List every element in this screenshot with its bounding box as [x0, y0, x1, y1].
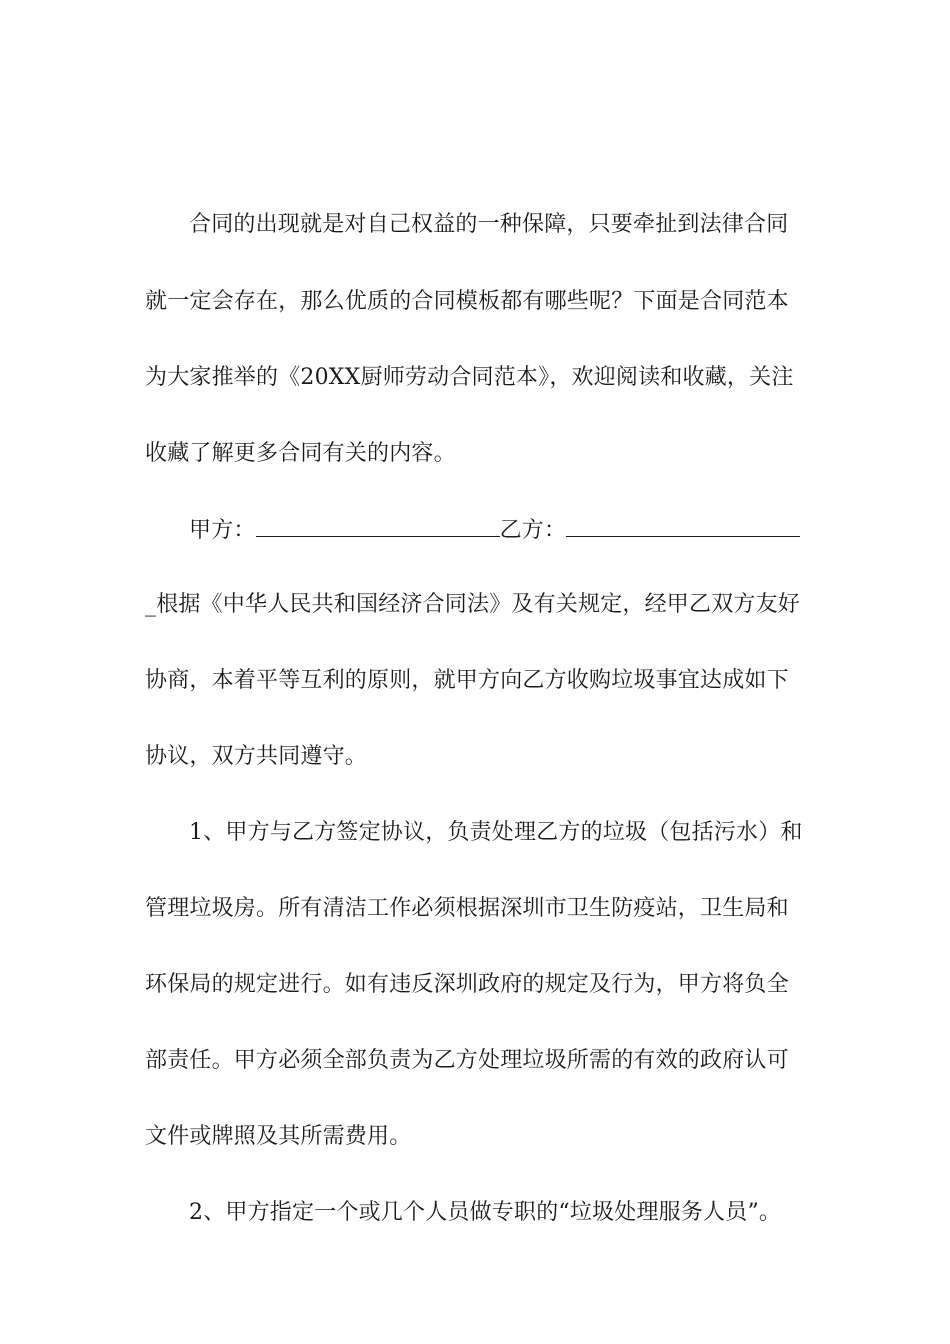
intro-line-3: 为大家推举的《20XX厨师劳动合同范本》，欢迎阅读和收藏，关注	[145, 365, 794, 390]
intro-line-1: 合同的出现就是对自己权益的一种保障，只要牵扯到法律合同	[189, 212, 789, 237]
preamble-line-1: _根据《中华人民共和国经济合同法》及有关规定，经甲乙双方友好	[145, 592, 801, 617]
intro-line-2: 就一定会存在，那么优质的合同模板都有哪些呢？下面是合同范本	[145, 289, 789, 314]
clause1-line-2: 管理垃圾房。所有清洁工作必须根据深圳市卫生防疫站，卫生局和	[145, 896, 789, 921]
clause1-line-5: 文件或牌照及其所需费用。	[145, 1124, 412, 1149]
intro-line-4: 收藏了解更多合同有关的内容。	[145, 441, 456, 466]
clause1-line-4: 部责任。甲方必须全部负责为乙方处理垃圾所需的有效的政府认可	[145, 1048, 789, 1073]
clause1-line-3: 环保局的规定进行。如有违反深圳政府的规定及行为，甲方将负全	[145, 972, 789, 997]
clause2-line-1: 2、甲方指定一个或几个人员做专职的“垃圾处理服务人员”。	[189, 1200, 782, 1225]
party-b-label: 乙方：	[499, 518, 567, 543]
parties-line	[189, 514, 800, 546]
preamble-line-3: 协议，双方共同遵守。	[145, 744, 368, 769]
party-a-label: 甲方：	[189, 518, 256, 543]
party-a-blank	[256, 514, 500, 537]
party-b-blank	[566, 514, 800, 537]
preamble-line-2: 协商，本着平等互利的原则，就甲方向乙方收购垃圾事宜达成如下	[145, 668, 789, 693]
clause1-line-1: 1、甲方与乙方签定协议，负责处理乙方的垃圾（包括污水）和	[189, 820, 803, 845]
